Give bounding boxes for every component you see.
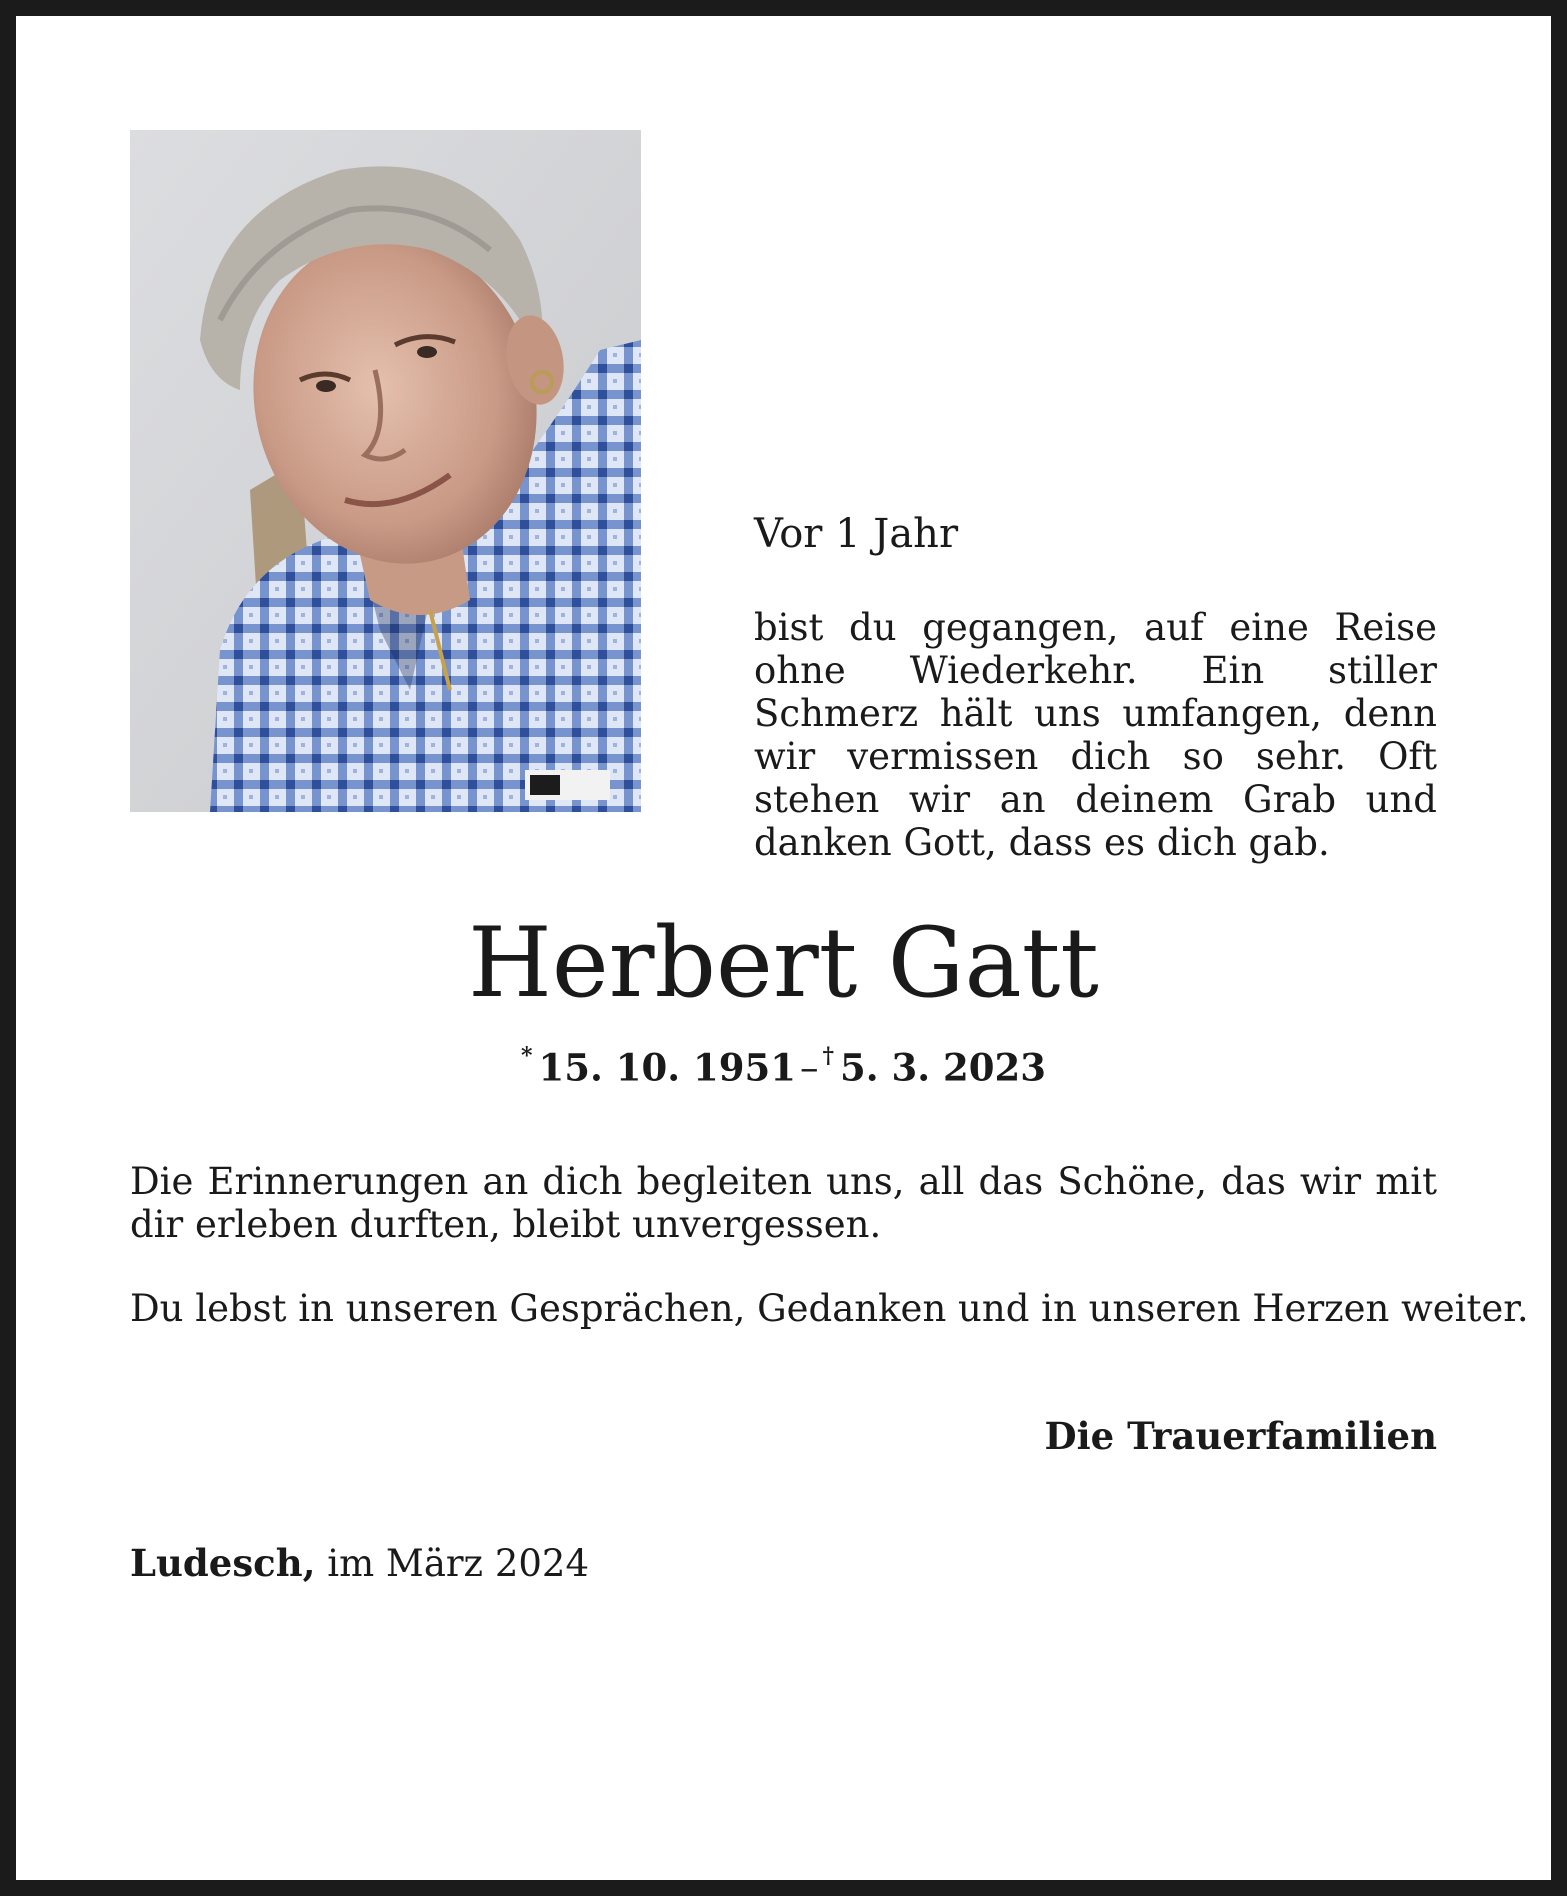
life-dates (0, 1036, 1567, 1092)
heart-paragraph: Du lebst in unseren Gesprächen, Gedanken und in unseren Herzen weiter. (130, 1287, 1529, 1330)
portrait-photo (130, 130, 641, 812)
place-name: Ludesch, (130, 1541, 316, 1585)
intro-heading: Vor 1 Jahr (754, 511, 959, 557)
death-symbol: † (822, 1043, 834, 1069)
death-date: 5. 3. 2023 (840, 1045, 1046, 1090)
family-signature: Die Trauerfamilien (1044, 1414, 1437, 1458)
birth-date: 15. 10. 1951 (538, 1045, 796, 1090)
deceased-name: Herbert Gatt (468, 907, 1099, 1019)
place-and-date (130, 1540, 589, 1587)
memory-paragraph: Die Erinnerungen an dich begleiten uns, all das Schöne, das wir mit dir erleben durften, bleibt unvergessen. (130, 1160, 1437, 1246)
date-text: im März 2024 (327, 1542, 589, 1585)
memorial-poem: bist du gegangen, auf eine Reise ohne Wiederkehr. Ein stiller Schmerz hält uns umfangen, denn wir vermissen dich so sehr. Oft stehen wir an deinem Grab und danken Gott, dass es dich gab. (754, 606, 1437, 864)
birth-symbol: * (520, 1043, 533, 1069)
portrait-illustration (130, 130, 641, 812)
date-separator: – (799, 1046, 819, 1090)
